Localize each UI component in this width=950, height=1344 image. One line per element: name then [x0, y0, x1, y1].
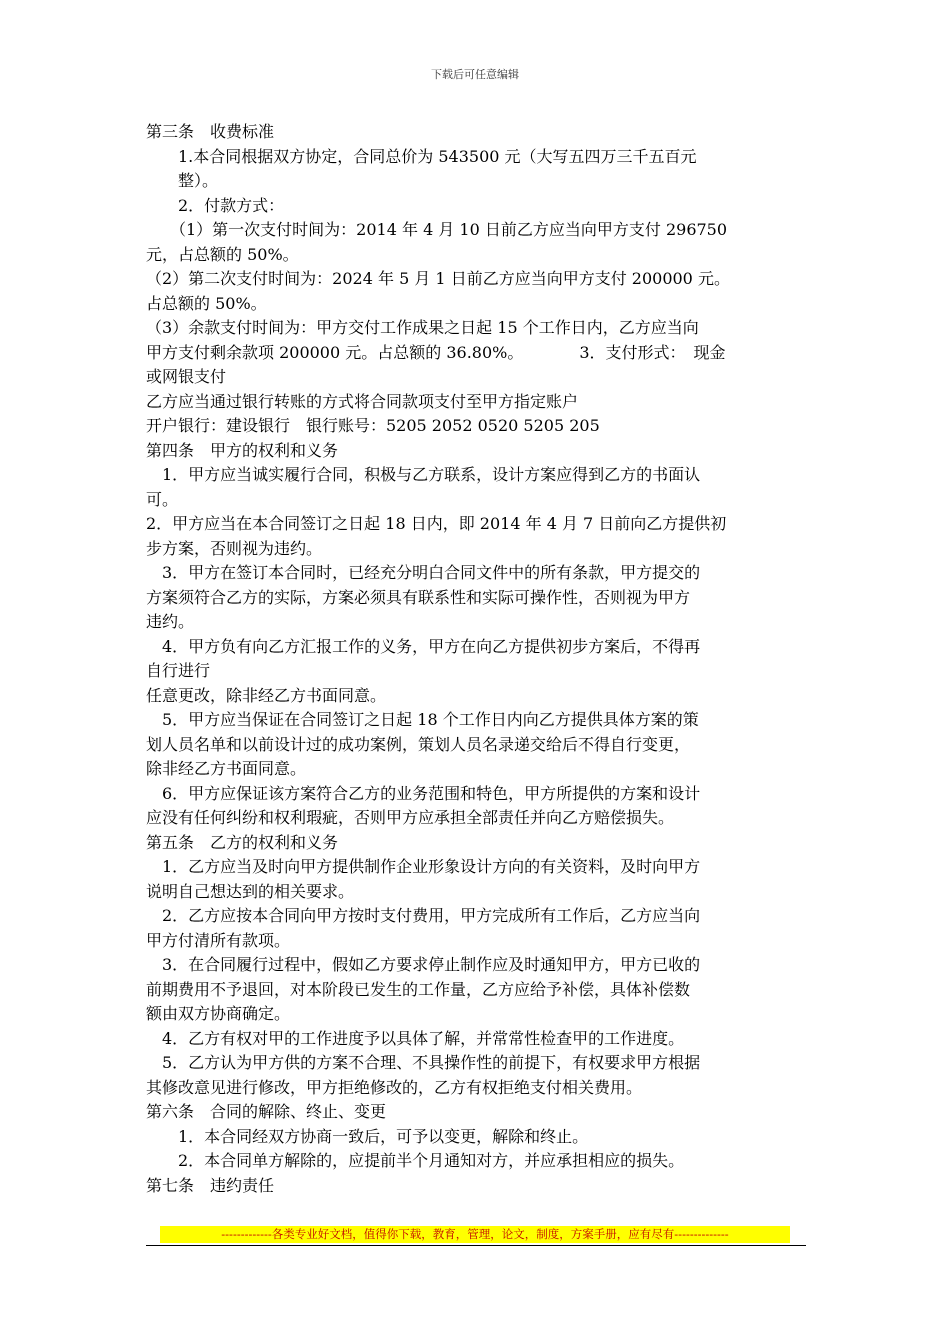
text-line: 步方案，否则视为违约。 [146, 538, 323, 558]
text-line: 2．本合同单方解除的，应提前半个月通知对方，并应承担相应的损失。 [146, 1151, 685, 1170]
text-line: 自行进行 [146, 661, 211, 680]
footer-banner: -------------各类专业好文档，值得你下载，教育，管理，论文，制度，方案手册，应有尽有-------------- [160, 1226, 790, 1243]
text-line: 2．甲方应当在本合同签订之日起 18 日内，即 2014 年 4 月 7 日前向乙方提供初 [146, 514, 727, 533]
text-line: 3．甲方在签订本合同时，已经充分明白合同文件中的所有条款，甲方提交的 [146, 563, 701, 582]
text-line: 3．在合同履行过程中，假如乙方要求停止制作应及时通知甲方，甲方已收的 [146, 955, 701, 974]
text-line: 第三条 收费标准 [146, 122, 275, 141]
text-line: 元，占总额的 50%。 [146, 244, 299, 264]
text-line: 5．乙方认为甲方供的方案不合理、不具操作性的前提下，有权要求甲方根据 [146, 1053, 701, 1072]
text-line: 甲方付清所有款项。 [146, 930, 291, 950]
text-line: 1．本合同经双方协商一致后，可予以变更，解除和终止。 [146, 1126, 589, 1146]
text-line: 除非经乙方书面同意。 [146, 759, 307, 778]
text-line: 1.本合同根据双方协定，合同总价为 543500 元（大写五四万三千五百元 [146, 146, 697, 166]
text-line: （2）第二次支付时间为：2024 年 5 月 1 日前乙方应当向甲方支付 200000 元。 [146, 269, 730, 288]
text-line: 占总额的 50%。 [146, 293, 267, 313]
text-line: 前期费用不予退回，对本阶段已发生的工作量，乙方应给予补偿，具体补偿数 [146, 979, 691, 999]
text-line: 第四条 甲方的权利和义务 [146, 440, 339, 460]
text-line: 4．甲方负有向乙方汇报工作的义务，甲方在向乙方提供初步方案后，不得再 [146, 636, 701, 656]
page-header: 下载后可任意编辑 [431, 68, 519, 81]
text-line: （1）第一次支付时间为：2014 年 4 月 10 日前乙方应当向甲方支付 296750 [146, 220, 728, 239]
text-line: 乙方应当通过银行转账的方式将合同款项支付至甲方指定账户 [146, 391, 579, 411]
footer-divider [146, 1245, 806, 1246]
text-line: 4．乙方有权对甲的工作进度予以具体了解，并常常性检查甲的工作进度。 [146, 1028, 685, 1048]
text-line: 6．甲方应保证该方案符合乙方的业务范围和特色，甲方所提供的方案和设计 [146, 783, 701, 803]
text-line: 第七条 违约责任 [146, 1175, 275, 1195]
text-line: 2．乙方应按本合同向甲方按时支付费用，甲方完成所有工作后，乙方应当向 [146, 906, 701, 925]
document-body [146, 120, 808, 1198]
text-line: 或网银支付 [146, 367, 227, 386]
text-line: 可。 [146, 489, 179, 509]
text-line: 1．乙方应当及时向甲方提供制作企业形象设计方向的有关资料，及时向甲方 [146, 857, 701, 876]
text-line: 第六条 合同的解除、终止、变更 [146, 1102, 387, 1121]
text-line: 5．甲方应当保证在合同签订之日起 18 个工作日内向乙方提供具体方案的策 [146, 710, 699, 729]
text-line: 第五条 乙方的权利和义务 [146, 832, 339, 852]
text-line: 说明自己想达到的相关要求。 [146, 881, 355, 901]
text-line: 整）。 [146, 171, 219, 190]
text-line: 2．付款方式： [146, 195, 285, 215]
text-line: 方案须符合乙方的实际，方案必须具有联系性和实际可操作性，否则视为甲方 [146, 587, 691, 607]
text-line: 甲方支付剩余款项 200000 元。占总额的 36.80%。 3．支付形式： 现金 [146, 342, 726, 362]
text-line: 开户银行：建设银行 银行账号：5205 2052 0520 5205 205 [146, 416, 600, 435]
text-line: 1．甲方应当诚实履行合同，积极与乙方联系，设计方案应得到乙方的书面认 [146, 465, 701, 484]
text-line: 划人员名单和以前设计过的成功案例，策划人员名录递交给后不得自行变更， [146, 734, 691, 754]
text-line: （3）余款支付时间为：甲方交付工作成果之日起 15 个工作日内，乙方应当向 [146, 318, 699, 337]
text-line: 任意更改，除非经乙方书面同意。 [146, 685, 387, 705]
text-line: 额由双方协商确定。 [146, 1004, 291, 1023]
text-line: 违约。 [146, 612, 195, 631]
text-line: 应没有任何纠纷和权利瑕疵，否则甲方应承担全部责任并向乙方赔偿损失。 [146, 808, 675, 827]
text-line: 其修改意见进行修改，甲方拒绝修改的，乙方有权拒绝支付相关费用。 [146, 1077, 643, 1097]
